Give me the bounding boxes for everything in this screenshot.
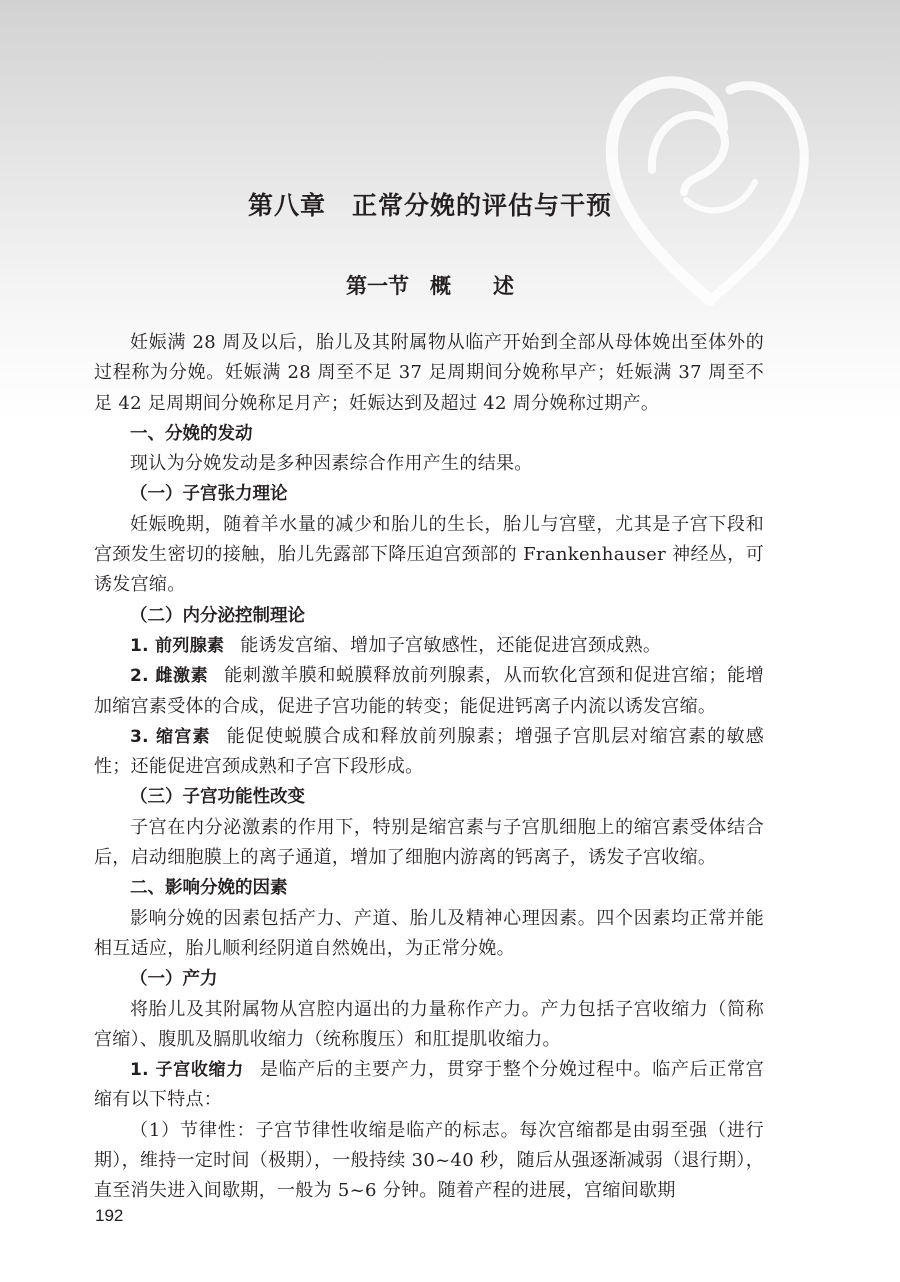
section-title: 第一节 概 述 xyxy=(346,273,514,298)
heading-labor-force: （一）产力 xyxy=(130,969,218,990)
heading-uterine-functional-change: （三）子宫功能性改变 xyxy=(130,787,305,808)
body-text xyxy=(94,328,764,1207)
paragraph-onset: 现认为分娩发动是多种因素综合作用产生的结果。 xyxy=(130,453,533,475)
list-item-prostaglandin xyxy=(94,631,764,661)
item-text: 能刺激羊膜和蜕膜释放前列腺素，从而软化宫颈和促进宫缩；能增加缩宫素受体的合成，促进子宫功能的转变；能促进钙离子内流以诱发宫缩。 xyxy=(94,665,764,717)
item-text: 是临产后的主要产力，贯穿于整个分娩过程中。临产后正常宫缩有以下特点： xyxy=(94,1059,764,1111)
paragraph-factors: 影响分娩的因素包括产力、产道、胎儿及精神心理因素。四个因素均正常并能相互适应，胎儿顺利经阴道自然娩出，为正常分娩。 xyxy=(94,907,764,959)
paragraph-uterine-tension: 妊娠晚期，随着羊水量的减少和胎儿的生长，胎儿与宫壁，尤其是子宫下段和宫颈发生密切的接触，胎儿先露部下降压迫宫颈部的 Frankenhauser 神经丛，可诱发宫缩。 xyxy=(94,513,764,596)
item-text: 能促使蜕膜合成和释放前列腺素；增强子宫肌层对缩宫素的敏感性；还能促进宫颈成熟和子宫下段形成。 xyxy=(94,725,764,778)
heading-onset-of-labor: 一、分娩的发动 xyxy=(130,423,253,444)
paragraph-rhythmicity: （1）节律性：子宫节律性收缩是临产的标志。每次宫缩都是由弱至强（进行期），维持一定时间（极期），一般持续 30~40 秒，随后从强逐渐减弱（退行期），直至消失进入间歇期，一般为 5~6 分钟。随着产程的进展，宫缩间歇期 xyxy=(94,1119,764,1202)
paragraph-intro: 妊娠满 28 周及以后，胎儿及其附属物从临产开始到全部从母体娩出至体外的过程称为分娩。妊娠满 28 周至不足 37 足周期间分娩称早产；妊娠满 37 周至不足 42 足周期间分娩称足月产；妊娠达到及超过 42 周分娩称过期产。 xyxy=(94,332,764,414)
item-lead: 3. 缩宫素 xyxy=(130,726,211,747)
heading-factors-affecting-labor: 二、影响分娩的因素 xyxy=(130,878,288,899)
list-item-uterine-contraction xyxy=(94,1055,764,1116)
paragraph-labor-force: 将胎儿及其附属物从宫腔内逼出的力量称作产力。产力包括子宫收缩力（简称宫缩）、腹肌及膈肌收缩力（统称腹压）和肛提肌收缩力。 xyxy=(94,998,764,1050)
item-lead: 1. 子宫收缩力 xyxy=(130,1060,244,1081)
list-item-oxytocin xyxy=(94,722,764,783)
item-text: 能诱发宫缩、增加子宫敏感性，还能促进宫颈成熟。 xyxy=(240,634,662,656)
item-lead: 2. 雌激素 xyxy=(130,666,209,687)
paragraph-uterine-change: 子宫在内分泌激素的作用下，特别是缩宫素与子宫肌细胞上的缩宫素受体结合后，启动细胞膜上的离子通道，增加了细胞内游离的钙离子，诱发子宫收缩。 xyxy=(94,816,764,869)
item-lead: 1. 前列腺素 xyxy=(130,635,225,656)
chapter-title: 第八章 正常分娩的评估与干预 xyxy=(247,191,612,220)
heading-uterine-tension-theory: （一）子宫张力理论 xyxy=(130,484,288,505)
heading-endocrine-theory: （二）内分泌控制理论 xyxy=(130,605,305,626)
page-number: 192 xyxy=(95,1206,124,1225)
list-item-estrogen xyxy=(94,661,764,722)
